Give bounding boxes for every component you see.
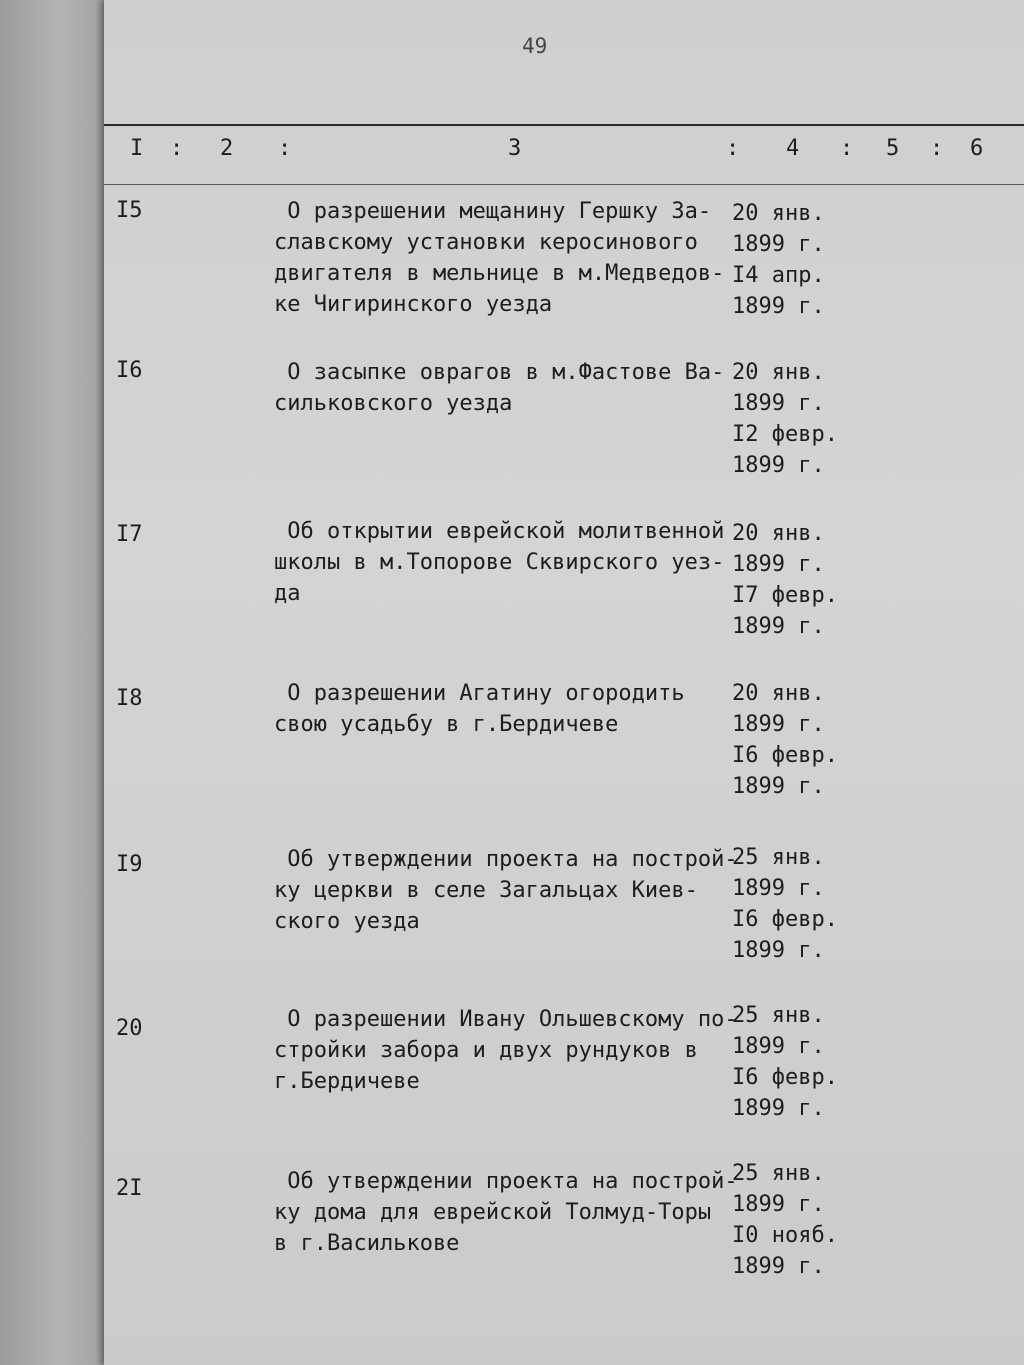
header-col-5: 5 — [886, 136, 900, 161]
header-separator-3: : — [726, 136, 740, 161]
entry-dates: 20 янв. 1899 г. I6 февр. 1899 г. — [732, 681, 838, 799]
page-number: 49 — [522, 34, 548, 58]
header-separator-4: : — [840, 136, 854, 161]
entry-dates: 20 янв. 1899 г. I2 февр. 1899 г. — [732, 360, 838, 478]
entry-title: Об открытии еврейской молитвенной школы в м.Топорове Сквирского уез- да — [274, 519, 725, 606]
entry-title: О разрешении Ивану Ольшевскому по- стройки забора и двух рундуков в г.Бердичеве — [274, 1007, 738, 1094]
header-col-2: 2 — [220, 136, 234, 161]
entry-title: О разрешении мещанину Гершку За- славскому установки керосинового двигателя в мельнице в м.Медведов- ке Чигиринского уезда — [274, 199, 725, 317]
entry-number: 2I — [116, 1176, 143, 1201]
entry-number: I6 — [116, 358, 143, 383]
entry-title: О засыпке оврагов в м.Фастове Ва- сильковского уезда — [274, 360, 725, 416]
header-col-3: 3 — [508, 136, 522, 161]
entry-number: I5 — [116, 198, 143, 223]
entry-number: 20 — [116, 1016, 143, 1041]
header-separator-5: : — [930, 136, 944, 161]
entry-dates: 25 янв. 1899 г. I0 нояб. 1899 г. — [732, 1161, 838, 1279]
header-col-1: I — [130, 136, 144, 161]
entry-number: I8 — [116, 686, 143, 711]
entry-dates: 20 янв. 1899 г. I4 апр. 1899 г. — [732, 201, 825, 319]
header-col-6: 6 — [970, 136, 984, 161]
binding-strip — [0, 0, 108, 1365]
entry-number: I7 — [116, 522, 143, 547]
header-col-4: 4 — [786, 136, 800, 161]
header-separator-1: : — [170, 136, 184, 161]
entry-number: I9 — [116, 852, 143, 877]
entry-dates: 25 янв. 1899 г. I6 февр. 1899 г. — [732, 845, 838, 963]
entry-title: Об утверждении проекта на построй- ку церкви в селе Загальцах Киев- ского уезда — [274, 847, 738, 934]
entry-title: Об утверждении проекта на построй- ку дома для еврейской Толмуд-Торы в г.Василькове — [274, 1169, 738, 1256]
entry-dates: 25 янв. 1899 г. I6 февр. 1899 г. — [732, 1003, 838, 1121]
entry-dates: 20 янв. 1899 г. I7 февр. 1899 г. — [732, 521, 838, 639]
document-page — [104, 0, 1024, 1365]
entry-title: О разрешении Агатину огородить свою усадьбу в г.Бердичеве — [274, 681, 685, 737]
header-bottom-rule — [104, 184, 1024, 185]
header-top-rule — [104, 124, 1024, 126]
header-separator-2: : — [278, 136, 292, 161]
